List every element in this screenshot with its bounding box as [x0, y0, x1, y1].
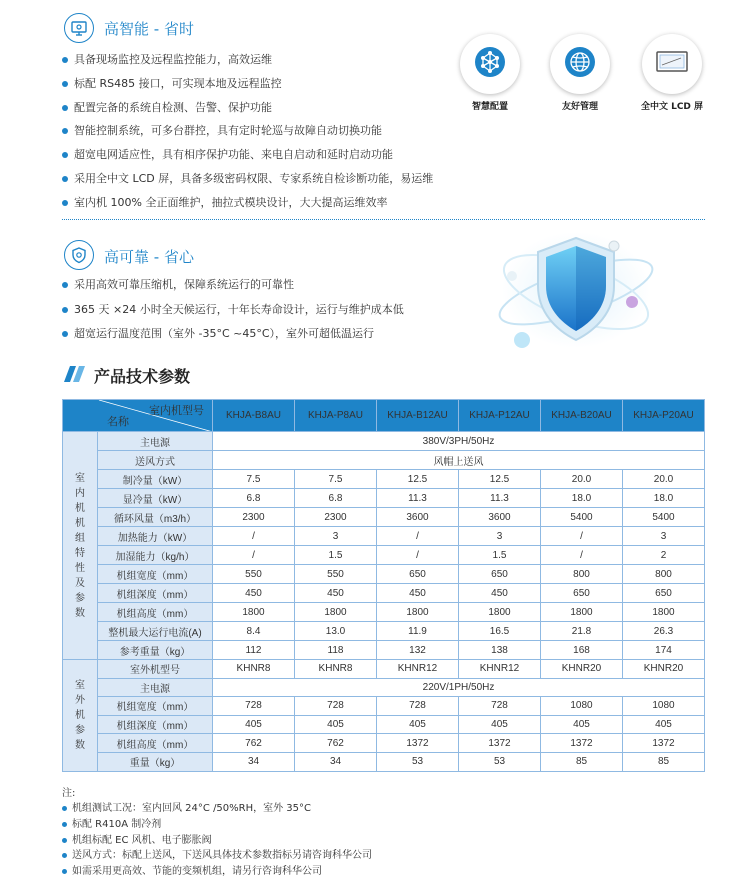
notes	[62, 786, 372, 880]
table-cell: 11.3	[459, 489, 541, 508]
table-cell: 168	[541, 641, 623, 660]
spec-table	[62, 399, 705, 772]
table-cell: 3	[623, 527, 705, 546]
row-label: 加热能力（kW）	[98, 527, 213, 546]
table-cell: 2	[623, 546, 705, 565]
section1-title: 高智能 - 省时	[104, 20, 194, 38]
table-cell: 1372	[459, 734, 541, 753]
table-cell: /	[213, 527, 295, 546]
table-cell: 3	[295, 527, 377, 546]
table-cell: 405	[213, 715, 295, 734]
table-cell: 118	[295, 641, 377, 660]
note-item: 如需采用更高效、节能的变频机组，请另行咨询科华公司	[62, 864, 372, 880]
model-header-cell: KHJA-P8AU	[295, 400, 377, 432]
list-item: 配置完备的系统自检测、告警、保护功能	[62, 101, 433, 125]
table-cell: 3	[459, 527, 541, 546]
table-cell: 34	[213, 752, 295, 771]
note-item: 机组测试工况：室内回风 24°C /50%RH，室外 35°C	[62, 801, 372, 817]
header-name: 名称	[107, 416, 129, 428]
list-item: 365 天 ×24 小时全天候运行，十年长寿命设计，运行与维护成本低	[62, 303, 404, 328]
table-row	[63, 678, 705, 697]
table-cell: 11.9	[377, 622, 459, 641]
table-cell: 650	[377, 565, 459, 584]
table-cell: 1800	[213, 603, 295, 622]
feature-label: 智慧配置	[471, 102, 508, 112]
row-label: 机组宽度（mm）	[98, 565, 213, 584]
table-cell: /	[377, 546, 459, 565]
table-cell: 5400	[541, 508, 623, 527]
model-header-cell: KHJA-B8AU	[213, 400, 295, 432]
table-cell: 3600	[377, 508, 459, 527]
table-cell: 20.0	[541, 470, 623, 489]
table-cell: 650	[541, 584, 623, 603]
table-cell: 550	[213, 565, 295, 584]
table-cell: /	[377, 527, 459, 546]
table-row	[63, 470, 705, 489]
table-row	[63, 508, 705, 527]
table-cell: 1372	[541, 734, 623, 753]
table-cell: 138	[459, 641, 541, 660]
table-cell: 3600	[459, 508, 541, 527]
list-item: 室内机 100% 全正面维护，抽拉式模块设计，大大提高运维效率	[62, 196, 433, 220]
table-row	[63, 432, 705, 451]
list-item: 采用全中文 LCD 屏，具备多级密码权限、专家系统自检诊断功能，易运维	[62, 172, 433, 196]
table-cell: 405	[623, 715, 705, 734]
table-cell: /	[541, 546, 623, 565]
table-cell: /	[213, 546, 295, 565]
table-cell: 1372	[623, 734, 705, 753]
table-cell: 450	[295, 584, 377, 603]
table-row	[63, 451, 705, 470]
row-label: 机组高度（mm）	[98, 603, 213, 622]
table-cell: 2300	[213, 508, 295, 527]
table-cell: 1800	[459, 603, 541, 622]
table-cell: KHNR20	[623, 660, 705, 679]
network-icon	[473, 45, 507, 83]
row-label: 整机最大运行电流(A)	[98, 622, 213, 641]
table-cell: 762	[295, 734, 377, 753]
row-label: 主电源	[98, 432, 213, 451]
table-cell: 53	[459, 752, 541, 771]
model-header-cell: KHJA-P12AU	[459, 400, 541, 432]
model-header-cell: KHJA-B12AU	[377, 400, 459, 432]
table-row	[63, 565, 705, 584]
table-row	[63, 622, 705, 641]
table-row	[63, 489, 705, 508]
feature-label: 全中文 LCD 屏	[640, 102, 704, 112]
row-label: 机组宽度（mm）	[98, 697, 213, 716]
list-item: 具备现场监控及远程监控能力，高效运维	[62, 53, 433, 77]
feature-lcd-screen	[642, 34, 702, 94]
table-cell: 728	[213, 697, 295, 716]
table-cell: 800	[623, 565, 705, 584]
table-cell: 7.5	[295, 470, 377, 489]
table-cell: 1800	[295, 603, 377, 622]
shield-illustration	[488, 228, 658, 356]
table-cell: 12.5	[459, 470, 541, 489]
table-cell: 450	[213, 584, 295, 603]
spec-heading: 产品技术参数	[94, 367, 191, 386]
header-model-name-cell	[63, 400, 213, 432]
table-cell: 450	[459, 584, 541, 603]
list-item: 采用高效可靠压缩机，保障系统运行的可靠性	[62, 278, 404, 303]
row-label: 加湿能力（kg/h）	[98, 546, 213, 565]
table-cell: 21.8	[541, 622, 623, 641]
table-cell: 34	[295, 752, 377, 771]
table-cell: 1800	[541, 603, 623, 622]
indoor-group-cell	[63, 432, 98, 660]
section1-bullet-list	[62, 53, 433, 220]
table-cell: 12.5	[377, 470, 459, 489]
table-cell: 380V/3PH/50Hz	[213, 432, 705, 451]
table-cell: 405	[295, 715, 377, 734]
row-label: 循环风量（m3/h）	[98, 508, 213, 527]
model-header-cell: KHJA-P20AU	[623, 400, 705, 432]
table-cell: KHNR12	[377, 660, 459, 679]
note-item: 标配 R410A 制冷剂	[62, 817, 372, 833]
note-item: 送风方式：标配上送风，下送风具体技术参数指标另请咨询科华公司	[62, 848, 372, 864]
shield-settings-icon	[64, 240, 94, 270]
table-cell: 728	[295, 697, 377, 716]
table-row	[63, 400, 705, 432]
table-cell: 风帽上送风	[213, 451, 705, 470]
table-cell: 7.5	[213, 470, 295, 489]
table-cell: KHNR8	[213, 660, 295, 679]
table-cell: 85	[541, 752, 623, 771]
note-item: 机组标配 EC 风机、电子膨胀阀	[62, 833, 372, 849]
feature-label: 友好管理	[561, 102, 598, 112]
table-cell: KHNR8	[295, 660, 377, 679]
table-cell: 1.5	[295, 546, 377, 565]
table-cell: 26.3	[623, 622, 705, 641]
table-cell: 2300	[295, 508, 377, 527]
list-item: 超宽电网适应性，具有相序保护功能、来电自启动和延时启动功能	[62, 148, 433, 172]
table-cell: 405	[377, 715, 459, 734]
indoor-group-cell-label: 室内机机组特性及参数	[75, 472, 85, 619]
table-cell: 1.5	[459, 546, 541, 565]
table-row	[63, 546, 705, 565]
table-cell: 550	[295, 565, 377, 584]
table-cell: 8.4	[213, 622, 295, 641]
table-row	[63, 752, 705, 771]
table-cell: KHNR12	[459, 660, 541, 679]
table-cell: 405	[459, 715, 541, 734]
table-cell: 18.0	[541, 489, 623, 508]
table-cell: 450	[377, 584, 459, 603]
table-cell: 220V/1PH/50Hz	[213, 678, 705, 697]
table-cell: 5400	[623, 508, 705, 527]
row-label: 送风方式	[98, 451, 213, 470]
table-cell: 728	[377, 697, 459, 716]
globe-icon	[563, 45, 597, 83]
table-cell: 13.0	[295, 622, 377, 641]
row-label: 显冷量（kW）	[98, 489, 213, 508]
table-cell: 20.0	[623, 470, 705, 489]
table-cell: 1800	[377, 603, 459, 622]
table-cell: 85	[623, 752, 705, 771]
row-label: 制冷量（kW）	[98, 470, 213, 489]
row-label: 主电源	[98, 678, 213, 697]
table-cell: KHNR20	[541, 660, 623, 679]
table-cell: 11.3	[377, 489, 459, 508]
table-cell: 6.8	[213, 489, 295, 508]
table-row	[63, 734, 705, 753]
table-cell: 1800	[623, 603, 705, 622]
notes-title: 注:	[62, 788, 76, 799]
table-cell: 6.8	[295, 489, 377, 508]
table-cell: 650	[459, 565, 541, 584]
table-row	[63, 697, 705, 716]
table-row	[63, 584, 705, 603]
table-cell: 1080	[541, 697, 623, 716]
table-cell: 174	[623, 641, 705, 660]
table-row	[63, 715, 705, 734]
row-label: 参考重量（kg）	[98, 641, 213, 660]
row-label: 重量（kg）	[98, 752, 213, 771]
monitor-settings-icon	[64, 13, 94, 43]
table-row	[63, 603, 705, 622]
table-cell: 405	[541, 715, 623, 734]
outdoor-group-cell	[63, 660, 98, 772]
model-header-cell: KHJA-B20AU	[541, 400, 623, 432]
table-cell: /	[541, 527, 623, 546]
row-label: 机组深度（mm）	[98, 584, 213, 603]
lcd-screen-icon	[655, 49, 689, 79]
section2-title: 高可靠 - 省心	[104, 248, 194, 266]
section-divider	[62, 219, 705, 220]
outdoor-group-cell-label: 室外机参数	[75, 679, 85, 751]
feature-smart-config	[460, 34, 520, 94]
slash-accent-icon	[64, 366, 90, 386]
list-item: 标配 RS485 接口，可实现本地及远程监控	[62, 77, 433, 101]
table-cell: 1372	[377, 734, 459, 753]
list-item: 超宽运行温度范围（室外 -35°C ~45°C），室外可超低温运行	[62, 327, 404, 352]
section2-bullet-list	[62, 278, 404, 352]
table-cell: 728	[459, 697, 541, 716]
table-cell: 650	[623, 584, 705, 603]
table-cell: 1080	[623, 697, 705, 716]
list-item: 智能控制系统，可多台群控，具有定时轮巡与故障自动切换功能	[62, 124, 433, 148]
feature-friendly-management	[550, 34, 610, 94]
table-cell: 53	[377, 752, 459, 771]
row-label: 机组高度（mm）	[98, 734, 213, 753]
table-cell: 800	[541, 565, 623, 584]
table-cell: 762	[213, 734, 295, 753]
header-model: 室内机型号	[149, 405, 204, 417]
table-cell: 18.0	[623, 489, 705, 508]
table-cell: 112	[213, 641, 295, 660]
table-row	[63, 527, 705, 546]
table-cell: 16.5	[459, 622, 541, 641]
table-row	[63, 660, 705, 679]
row-label: 室外机型号	[98, 660, 213, 679]
table-cell: 132	[377, 641, 459, 660]
row-label: 机组深度（mm）	[98, 715, 213, 734]
table-row	[63, 641, 705, 660]
